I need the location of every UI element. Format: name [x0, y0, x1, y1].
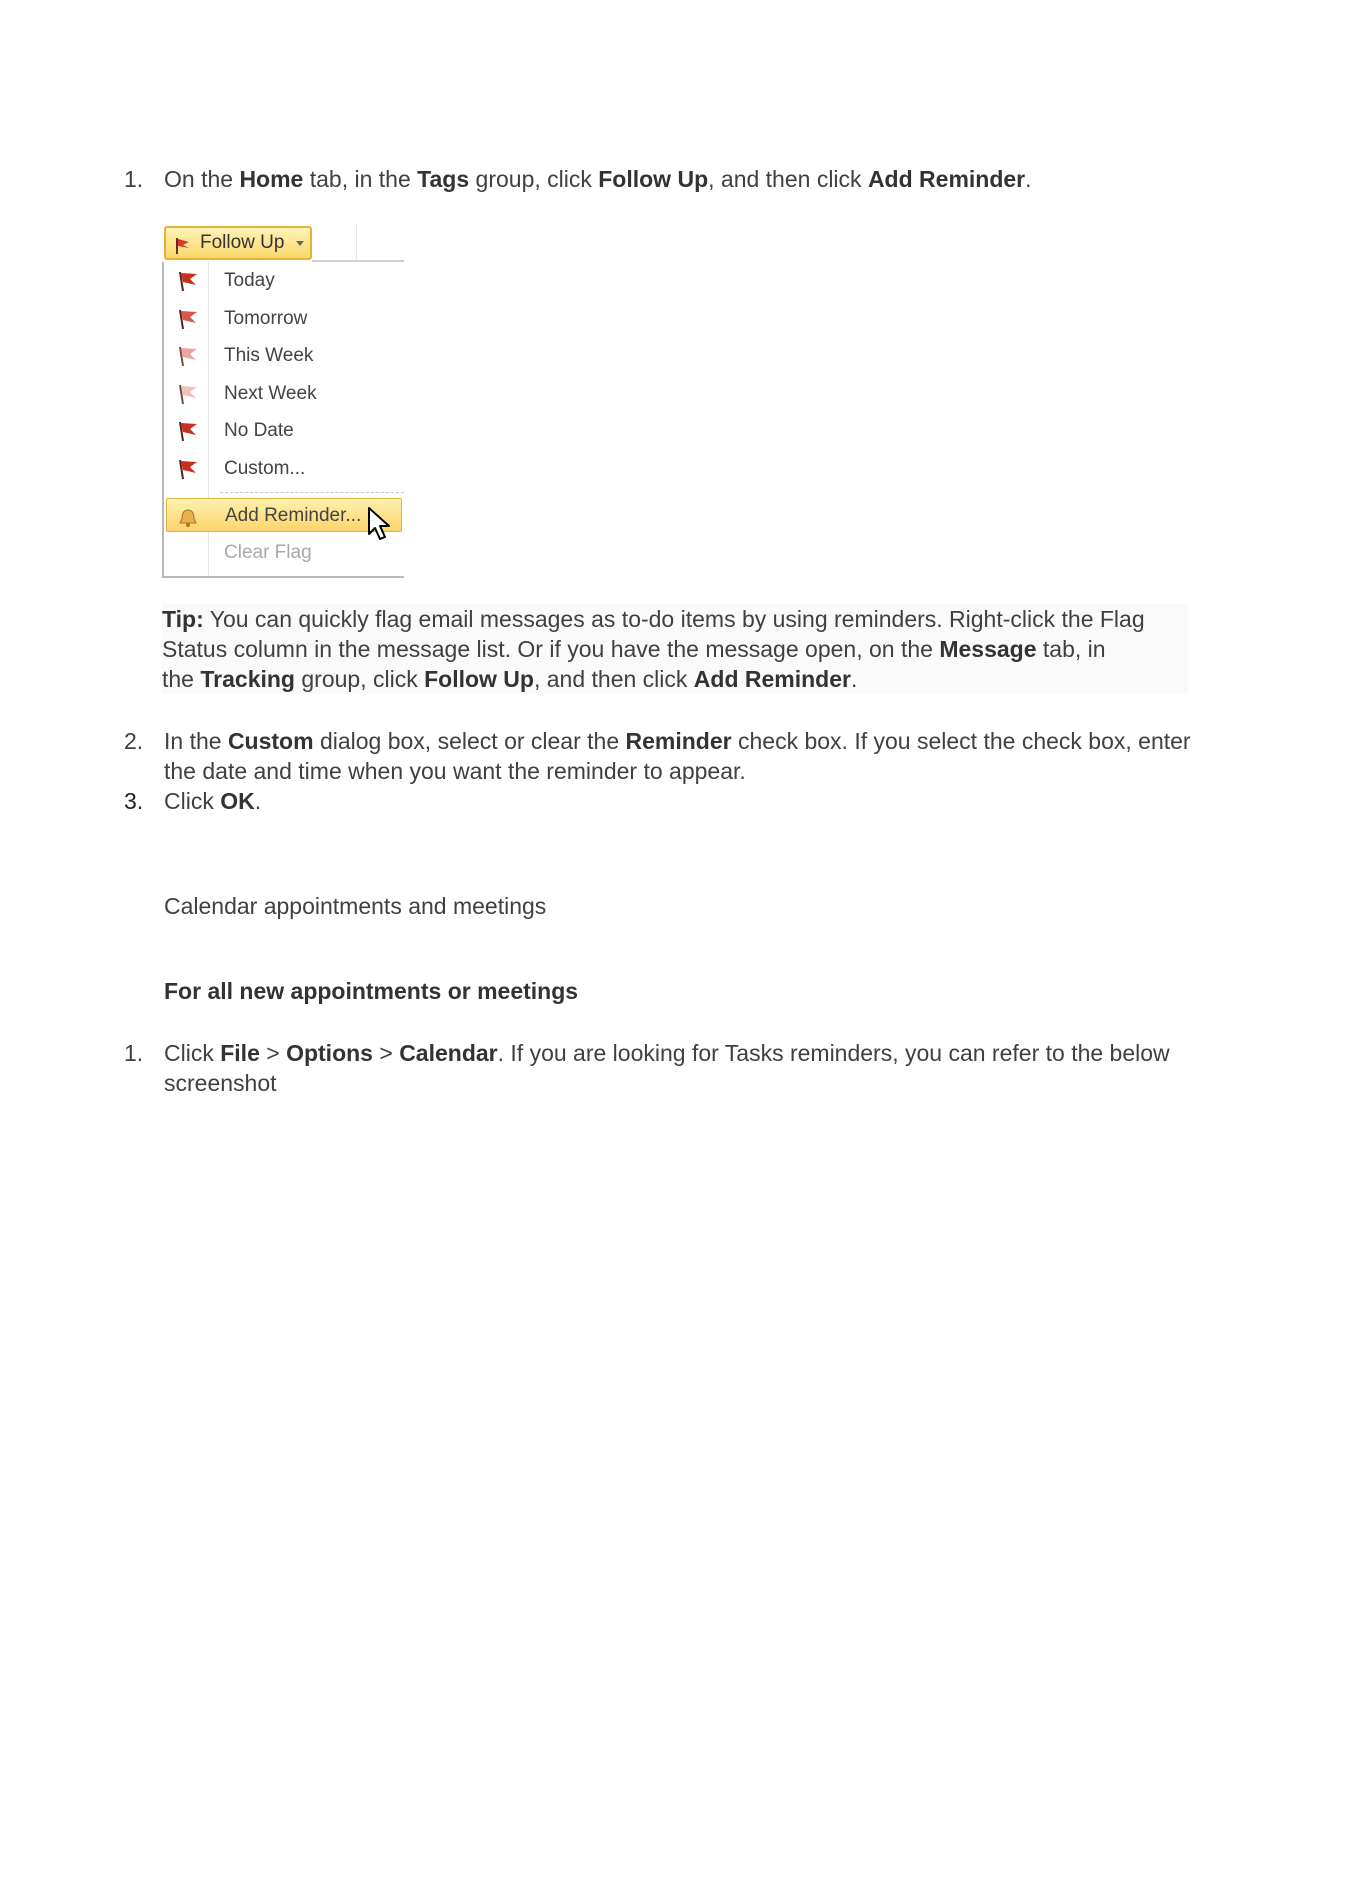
flag-pink-icon: [176, 383, 200, 417]
step-2-text-line-2: the date and time when you want the reminder to appear.: [164, 758, 746, 784]
menu-item-tomorrow[interactable]: Tomorrow: [164, 302, 404, 336]
step-2-text: In the Custom dialog box, select or clear the Reminder check box. If you select the check box, enter: [164, 728, 1191, 754]
menu-item-custom[interactable]: Custom...: [164, 452, 404, 486]
tip-line-3: the Tracking group, click Follow Up, and then click Add Reminder.: [162, 666, 858, 692]
chevron-down-icon: [296, 241, 304, 246]
tip-label: Tip:: [162, 606, 204, 632]
menu-item-no-date[interactable]: No Date: [164, 414, 404, 448]
follow-up-button[interactable]: Follow Up: [164, 226, 312, 260]
tip-line-1: Tip: You can quickly flag email messages as to-do items by using reminders. Right-click the Flag: [162, 606, 1145, 632]
section-title: Calendar appointments and meetings: [164, 893, 547, 919]
menu-separator: [220, 492, 404, 493]
follow-up-menu-screenshot: [162, 224, 404, 578]
calendar-step-1-text-line-2: screenshot: [164, 1070, 277, 1096]
ribbon-divider: [356, 224, 357, 260]
subheading: For all new appointments or meetings: [164, 978, 579, 1004]
flag-icon: [174, 235, 192, 265]
menu-item-clear-flag[interactable]: Clear Flag: [224, 542, 312, 563]
tip-line-2: Status column in the message list. Or if you have the message open, on the Message tab, in: [162, 636, 1106, 662]
step-1-text: On the Home tab, in the Tags group, click Follow Up, and then click Add Reminder.: [164, 166, 1032, 192]
flag-red-icon: [176, 270, 200, 304]
list-number: 3.: [124, 788, 144, 814]
flag-red-icon: [176, 308, 200, 342]
list-number: 2.: [124, 728, 144, 754]
tip-box: [162, 604, 1188, 694]
flag-red-icon: [176, 420, 200, 454]
calendar-step-1-text: Click File > Options > Calendar. If you are looking for Tasks reminders, you can refer to the below: [164, 1040, 1170, 1066]
mouse-cursor-icon: [367, 506, 393, 547]
menu-item-today[interactable]: Today: [164, 264, 404, 298]
bell-icon: [177, 506, 199, 540]
list-number: 1.: [124, 1040, 144, 1066]
step-3-text: Click OK.: [164, 788, 262, 814]
menu-item-this-week[interactable]: This Week: [164, 339, 404, 373]
menu-item-next-week[interactable]: Next Week: [164, 377, 404, 411]
flag-red-icon: [176, 458, 200, 492]
flag-pink-icon: [176, 345, 200, 379]
list-number: 1.: [124, 166, 144, 192]
menu-item-add-reminder[interactable]: Add Reminder...: [166, 498, 402, 532]
